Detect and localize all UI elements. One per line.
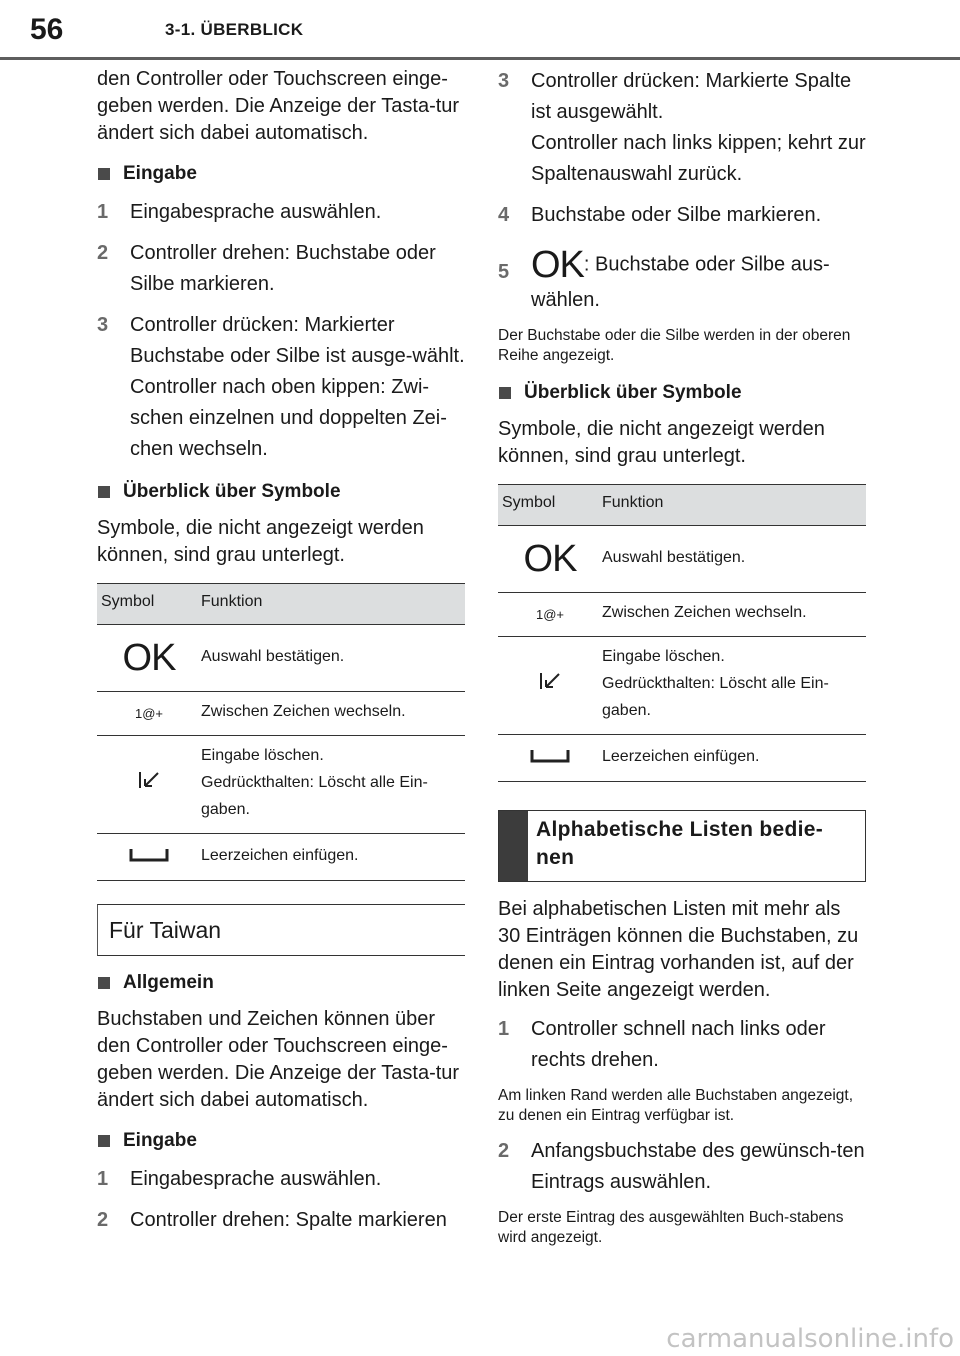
step-item bbox=[498, 200, 866, 231]
function-cell bbox=[602, 637, 866, 735]
region-title-taiwan: Für Taiwan bbox=[97, 904, 465, 956]
square-bullet-icon bbox=[98, 486, 110, 498]
space-icon bbox=[498, 735, 602, 782]
step-item bbox=[498, 245, 866, 316]
table-row bbox=[498, 735, 866, 782]
section-box-alphabetische-listen bbox=[498, 810, 866, 882]
step-body bbox=[531, 245, 866, 316]
step-item bbox=[97, 1205, 465, 1236]
step-item bbox=[498, 66, 866, 190]
function-cell: Leerzeichen einfügen. bbox=[201, 834, 465, 881]
step-number: 2 bbox=[97, 1209, 109, 1231]
column-header-function: Funktion bbox=[602, 485, 866, 526]
heading-eingabe-2 bbox=[97, 1128, 465, 1154]
step-text: Eingabesprache auswählen. bbox=[130, 201, 382, 223]
step-item bbox=[498, 1136, 866, 1198]
column-header-function: Funktion bbox=[201, 584, 465, 625]
step-text: Controller drücken: Markierter Buchstabe oder Silbe ist ausge-wählt. bbox=[130, 314, 465, 367]
step-number: 2 bbox=[97, 242, 109, 264]
page-header bbox=[0, 0, 960, 60]
step-number: 1 bbox=[498, 1018, 510, 1040]
table-header-row bbox=[498, 485, 866, 526]
step-number: 4 bbox=[498, 204, 510, 226]
step-number: 1 bbox=[97, 201, 109, 223]
step-item bbox=[97, 1164, 465, 1195]
page-number: 56 bbox=[30, 13, 64, 46]
heading-label: Allgemein bbox=[123, 972, 214, 993]
function-cell: Leerzeichen einfügen. bbox=[602, 735, 866, 782]
backspace-icon bbox=[97, 736, 201, 834]
function-text: Eingabe löschen. bbox=[602, 648, 725, 665]
table-row bbox=[97, 625, 465, 692]
step-item bbox=[97, 197, 465, 228]
header-rule bbox=[0, 57, 960, 60]
step-body bbox=[130, 310, 465, 465]
step-number: 3 bbox=[97, 314, 109, 336]
intro-paragraph: den Controller oder Touchscreen einge-geben werden. Die Anzeige der Tasta-tur ändert sich dabei automatisch. bbox=[97, 68, 460, 144]
function-cell bbox=[201, 736, 465, 834]
space-icon bbox=[97, 834, 201, 881]
heading-label: Überblick über Symbole bbox=[524, 382, 742, 403]
step-text: Controller drehen: Spalte markieren bbox=[130, 1209, 447, 1231]
function-subtext: Gedrückthalten: Löscht alle Ein-gaben. bbox=[602, 675, 829, 719]
function-subtext: Gedrückthalten: Löscht alle Ein-gaben. bbox=[201, 774, 428, 818]
step-number: 5 bbox=[498, 261, 510, 283]
switch-chars-icon: 1@+ bbox=[97, 692, 201, 736]
table-header-row bbox=[97, 584, 465, 625]
step-text: Eingabesprache auswählen. bbox=[130, 1168, 382, 1190]
heading-eingabe bbox=[97, 161, 465, 187]
heading-allgemein bbox=[97, 970, 465, 996]
alpha-paragraph: Bei alphabetischen Listen mit mehr als 30 Einträgen können die Buchstaben, zu denen ein Eintrag vorhanden ist, auf der linken Seite angezeigt werden. bbox=[498, 898, 859, 1001]
square-bullet-icon bbox=[98, 1135, 110, 1147]
ok-icon: OK bbox=[498, 526, 602, 593]
ok-icon: OK bbox=[531, 244, 584, 286]
step-number: 1 bbox=[97, 1168, 109, 1190]
backspace-icon bbox=[498, 637, 602, 735]
box-bar bbox=[499, 811, 528, 881]
table-row bbox=[97, 692, 465, 736]
symbol-table bbox=[97, 583, 465, 881]
right-column bbox=[498, 66, 866, 1248]
note-text: Am linken Rand werden alle Buchstaben angezeigt, zu denen ein Eintrag verfügbar ist. bbox=[498, 1087, 854, 1124]
step-text: Buchstabe oder Silbe markieren. bbox=[531, 204, 822, 226]
step-text: Controller schnell nach links oder rechts drehen. bbox=[531, 1018, 826, 1071]
column-header-symbol: Symbol bbox=[498, 485, 602, 526]
step-body bbox=[531, 66, 866, 190]
table-row bbox=[498, 593, 866, 637]
step-text: : Buchstabe oder Silbe aus-wählen. bbox=[531, 253, 830, 311]
function-cell: Auswahl bestätigen. bbox=[602, 526, 866, 593]
heading-label: Eingabe bbox=[123, 1130, 197, 1151]
allgemein-paragraph: Buchstaben und Zeichen können über den Controller oder Touchscreen einge-geben werden. Die Anzeige der Tasta-tur ändert sich dabei automatisch. bbox=[97, 1008, 460, 1111]
step-number: 2 bbox=[498, 1140, 510, 1162]
square-bullet-icon bbox=[499, 387, 511, 399]
square-bullet-icon bbox=[98, 977, 110, 989]
step-subtext: Controller nach oben kippen: Zwi-schen einzelnen und doppelten Zei-chen wechseln. bbox=[130, 376, 447, 460]
table-row bbox=[498, 637, 866, 735]
step-text: Controller drücken: Markierte Spalte ist ausgewählt. bbox=[531, 70, 852, 123]
step-text: Anfangsbuchstabe des gewünsch-ten Eintrags auswählen. bbox=[531, 1140, 865, 1193]
table-row bbox=[498, 526, 866, 593]
step-subtext: Controller nach links kippen; kehrt zur Spaltenauswahl zurück. bbox=[531, 132, 866, 185]
step-item bbox=[498, 1014, 866, 1076]
heading-symbole bbox=[498, 380, 866, 406]
step-text: Controller drehen: Buchstabe oder Silbe markieren. bbox=[130, 242, 436, 295]
step-item bbox=[97, 310, 465, 465]
watermark-text: carmanualsonline.info bbox=[666, 1324, 954, 1354]
left-column bbox=[97, 66, 465, 1236]
switch-chars-icon: 1@+ bbox=[498, 593, 602, 637]
heading-symbole bbox=[97, 479, 465, 505]
function-cell: Auswahl bestätigen. bbox=[201, 625, 465, 692]
function-cell: Zwischen Zeichen wechseln. bbox=[201, 692, 465, 736]
symbol-table bbox=[498, 484, 866, 782]
table-row bbox=[97, 834, 465, 881]
heading-label: Überblick über Symbole bbox=[123, 481, 341, 502]
function-text: Eingabe löschen. bbox=[201, 747, 324, 764]
symbole-intro: Symbole, die nicht angezeigt werden können, sind grau unterlegt. bbox=[498, 418, 825, 467]
note-text: Der erste Eintrag des ausgewählten Buch-stabens wird angezeigt. bbox=[498, 1209, 844, 1246]
step-item bbox=[97, 238, 465, 300]
step-number: 3 bbox=[498, 70, 510, 92]
box-title: Alphabetische Listen bedie-nen bbox=[536, 818, 823, 869]
function-cell: Zwischen Zeichen wechseln. bbox=[602, 593, 866, 637]
square-bullet-icon bbox=[98, 168, 110, 180]
section-title: 3-1. ÜBERBLICK bbox=[165, 20, 304, 39]
note-text: Der Buchstabe oder die Silbe werden in der oberen Reihe angezeigt. bbox=[498, 327, 851, 364]
heading-label: Eingabe bbox=[123, 163, 197, 184]
table-row bbox=[97, 736, 465, 834]
column-header-symbol: Symbol bbox=[97, 584, 201, 625]
ok-icon: OK bbox=[97, 625, 201, 692]
symbole-intro: Symbole, die nicht angezeigt werden können, sind grau unterlegt. bbox=[97, 517, 424, 566]
